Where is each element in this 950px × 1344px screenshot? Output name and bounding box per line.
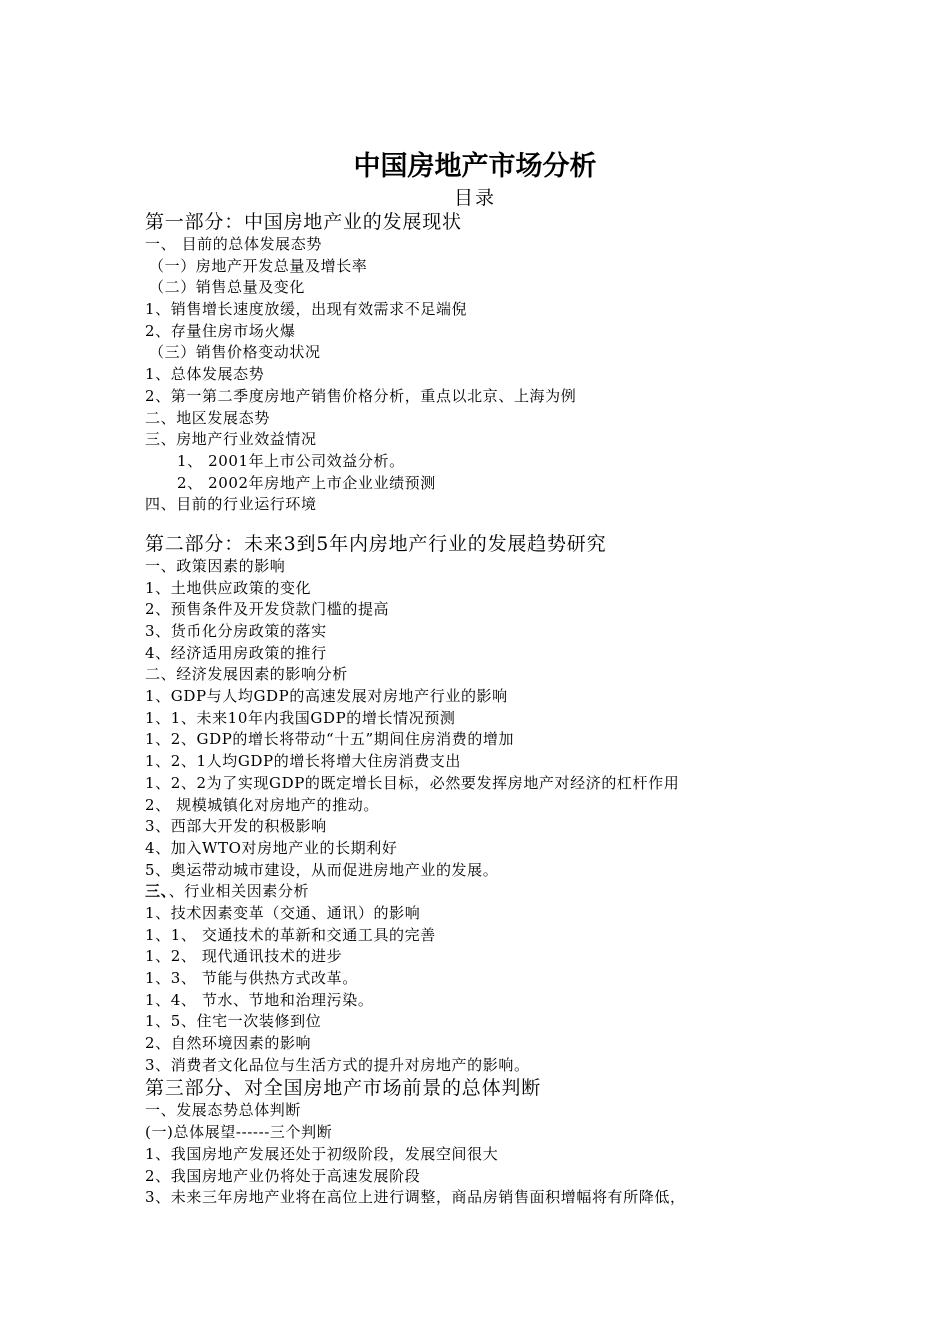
toc-line: 2、存量住房市场火爆 — [145, 321, 296, 340]
toc-line: 1、 2001年上市公司效益分析。 — [177, 451, 405, 470]
toc-line-text: 、行业相关因素分析 — [168, 882, 310, 901]
toc-part-3: 第三部分、对全国房地产市场前景的总体判断 — [145, 1077, 542, 1100]
toc-line: 一、政策因素的影响 — [145, 556, 286, 575]
toc-part-1: 第一部分：中国房地产业的发展现状 — [145, 211, 462, 233]
toc-line: (一)总体展望------三个判断 — [145, 1123, 333, 1142]
toc-line: 2、第一第二季度房地产销售价格分析，重点以北京、上海为例 — [145, 386, 577, 405]
toc-line: 3、西部大开发的积极影响 — [145, 817, 327, 836]
toc-line: 1、4、 节水、节地和治理污染。 — [145, 990, 374, 1009]
toc-line: 1、1、未来10年内我国GDP的增长情况预测 — [145, 708, 456, 727]
toc-line: 2、自然环境因素的影响 — [145, 1034, 312, 1053]
toc-line: 1、2、GDP的增长将带动“十五”期间住房消费的增加 — [145, 730, 515, 749]
toc-line: 四、目前的行业运行环境 — [145, 495, 317, 514]
toc-line: 1、3、 节能与供热方式改革。 — [145, 969, 358, 987]
toc-line-lead: 三、 — [145, 882, 169, 901]
toc-line: 3、货币化分房政策的落实 — [145, 622, 327, 640]
toc-line: 3、消费者文化品位与生活方式的提升对房地产的影响。 — [145, 1055, 530, 1074]
toc-line: 5、奥运带动城市建设，从而促进房地产业的发展。 — [145, 860, 499, 879]
toc-line: 1、2、2为了实现GDP的既定增长目标，必然要发挥房地产对经济的杠杆作用 — [145, 773, 680, 792]
toc-line: （三）销售价格变动状况 — [149, 343, 321, 362]
toc-line: 1、我国房地产发展还处于初级阶段，发展空间很大 — [145, 1144, 499, 1163]
toc-line: 1、技术因素变革（交通、通讯）的影响 — [145, 903, 421, 922]
toc-line: 4、经济适用房政策的推行 — [145, 643, 327, 662]
toc-line: 2、 2002年房地产上市企业业绩预测 — [177, 473, 436, 492]
toc-line: 1、5、住宅一次装修到位 — [145, 1012, 322, 1031]
toc-line: 二、地区发展态势 — [145, 408, 270, 427]
toc-line: 1、销售增长速度放缓，出现有效需求不足端倪 — [145, 300, 468, 319]
toc-line: 1、土地供应政策的变化 — [145, 578, 312, 597]
document-title: 中国房地产市场分析 — [353, 151, 597, 182]
toc-line: 4、加入WTO对房地产业的长期利好 — [145, 838, 398, 857]
toc-line: 1、总体发展态势 — [145, 365, 265, 384]
toc-heading: 目录 — [453, 187, 496, 209]
toc-line: 一、 目前的总体发展态势 — [145, 235, 322, 253]
toc-line: 2、 规模城镇化对房地产的推动。 — [145, 795, 379, 814]
toc-line: 一、发展态势总体判断 — [145, 1101, 302, 1120]
toc-line: 1、1、 交通技术的革新和交通工具的完善 — [145, 925, 436, 944]
toc-line: 1、2、1人均GDP的增长将增大住房消费支出 — [145, 752, 461, 771]
toc-line: （二）销售总量及变化 — [149, 278, 306, 297]
toc-line: （一）房地产开发总量及增长率 — [149, 256, 368, 275]
toc-part-2: 第二部分：未来3到5年内房地产行业的发展趋势研究 — [145, 532, 607, 555]
toc-line: 2、我国房地产业仍将处于高速发展阶段 — [145, 1166, 421, 1185]
toc-line — [145, 881, 835, 903]
toc-line: 1、2、 现代通讯技术的进步 — [145, 947, 343, 966]
toc-line: 2、预售条件及开发贷款门槛的提高 — [145, 600, 390, 619]
toc-line: 三、房地产行业效益情况 — [145, 430, 317, 449]
table-of-contents — [145, 210, 835, 1209]
toc-line: 3、未来三年房地产业将在高位上进行调整，商品房销售面积增幅将有所降低， — [145, 1188, 686, 1207]
toc-line: 1、GDP与人均GDP的高速发展对房地产行业的影响 — [145, 687, 508, 706]
toc-line: 二、经济发展因素的影响分析 — [145, 665, 348, 684]
